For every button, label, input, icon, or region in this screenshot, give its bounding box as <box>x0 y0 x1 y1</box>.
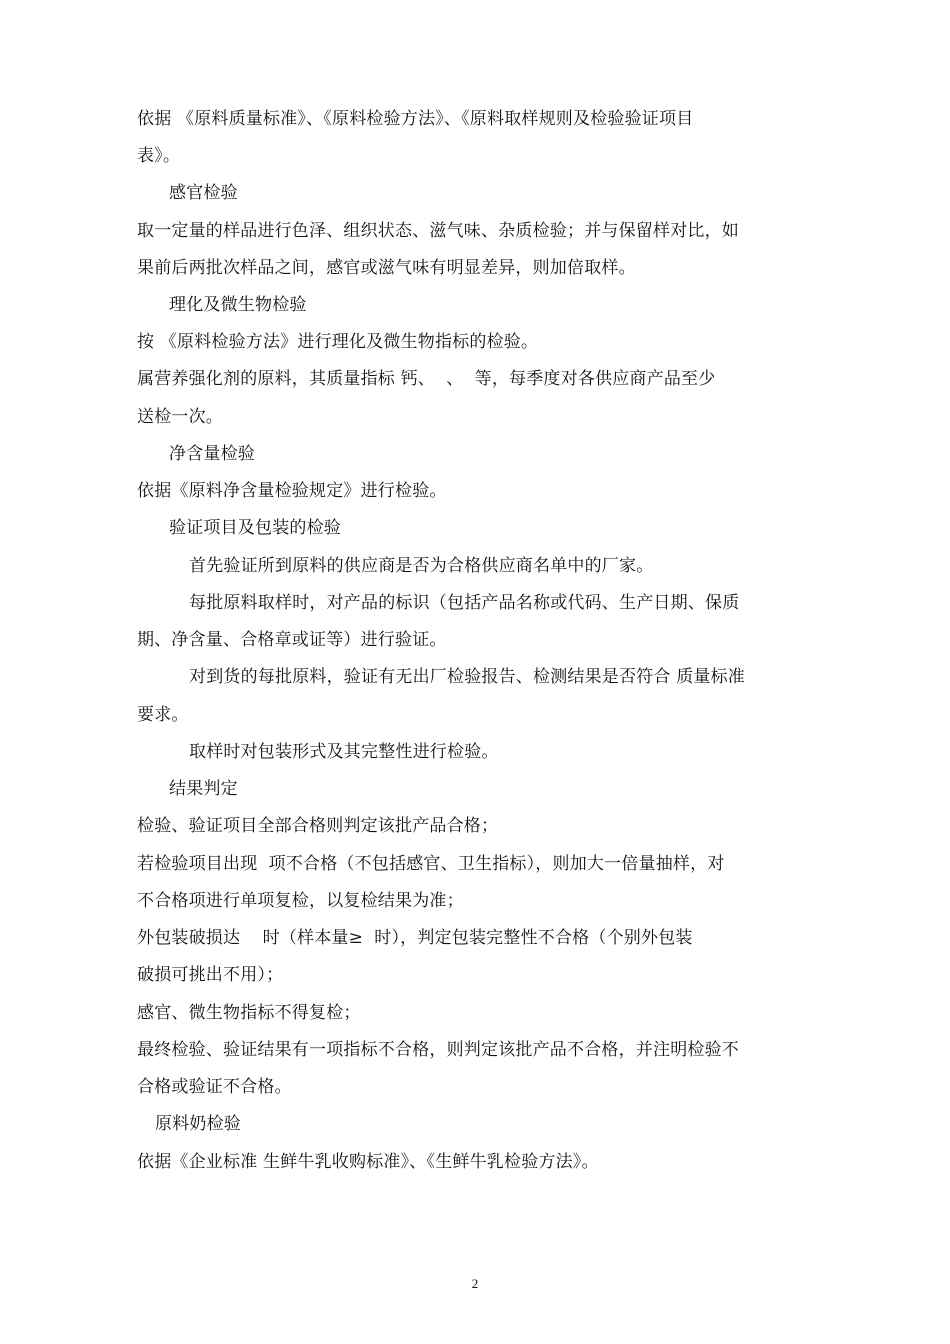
text-line: 按 《原料检验方法》进行理化及微生物指标的检验。 <box>137 332 539 352</box>
section-heading: 净含量检验 <box>169 444 255 464</box>
text-line: 依据《企业标准 生鲜牛乳收购标准》、《生鲜牛乳检验方法》。 <box>137 1152 599 1172</box>
section-heading: 感官检验 <box>169 183 238 203</box>
text-line: 取一定量的样品进行色泽、组织状态、滋气味、杂质检验；并与保留样对比，如 <box>137 221 739 241</box>
text-line: 最终检验、验证结果有一项指标不合格，则判定该批产品不合格，并注明检验不 <box>137 1040 739 1060</box>
text-line: 果前后两批次样品之间，感官或滋气味有明显差异，则加倍取样。 <box>137 258 636 278</box>
text-line: 要求。 <box>137 705 189 725</box>
text-line: 期、净含量、合格章或证等）进行验证。 <box>137 630 447 650</box>
text-line: 送检一次。 <box>137 407 223 427</box>
page-number: 2 <box>471 1276 479 1291</box>
text-line: 对到货的每批原料，验证有无出厂检验报告、检测结果是否符合 质量标准 <box>189 667 746 687</box>
text-line: 依据《原料净含量检验规定》进行检验。 <box>137 481 447 501</box>
text-line: 属营养强化剂的原料，其质量指标 钙、 、 等，每季度对各供应商产品至少 <box>137 369 716 389</box>
text-line: 感官、微生物指标不得复检； <box>137 1003 361 1023</box>
text-line: 依据 《原料质量标准》、《原料检验方法》、《原料取样规则及检验验证项目 <box>137 109 694 129</box>
text-line: 破损可挑出不用）； <box>137 965 284 985</box>
text-line: 每批原料取样时，对产品的标识（包括产品名称或代码、生产日期、保质 <box>189 593 740 613</box>
text-line: 表》。 <box>137 146 181 166</box>
text-line: 外包装破损达 时（样本量≥ 时），判定包装完整性不合格（个别外包装 <box>137 928 693 948</box>
section-heading: 结果判定 <box>169 779 238 799</box>
section-heading: 原料奶检验 <box>155 1114 241 1134</box>
text-line: 取样时对包装形式及其完整性进行检验。 <box>189 742 499 762</box>
text-line: 检验、验证项目全部合格则判定该批产品合格； <box>137 816 499 836</box>
section-heading: 验证项目及包装的检验 <box>169 518 341 538</box>
text-line: 不合格项进行单项复检，以复检结果为准； <box>137 891 464 911</box>
text-line: 合格或验证不合格。 <box>137 1077 292 1097</box>
text-line: 首先验证所到原料的供应商是否为合格供应商名单中的厂家。 <box>189 556 654 576</box>
text-line: 若检验项目出现 项不合格（不包括感官、卫生指标），则加大一倍量抽样，对 <box>137 854 725 874</box>
section-heading: 理化及微生物检验 <box>169 295 307 315</box>
